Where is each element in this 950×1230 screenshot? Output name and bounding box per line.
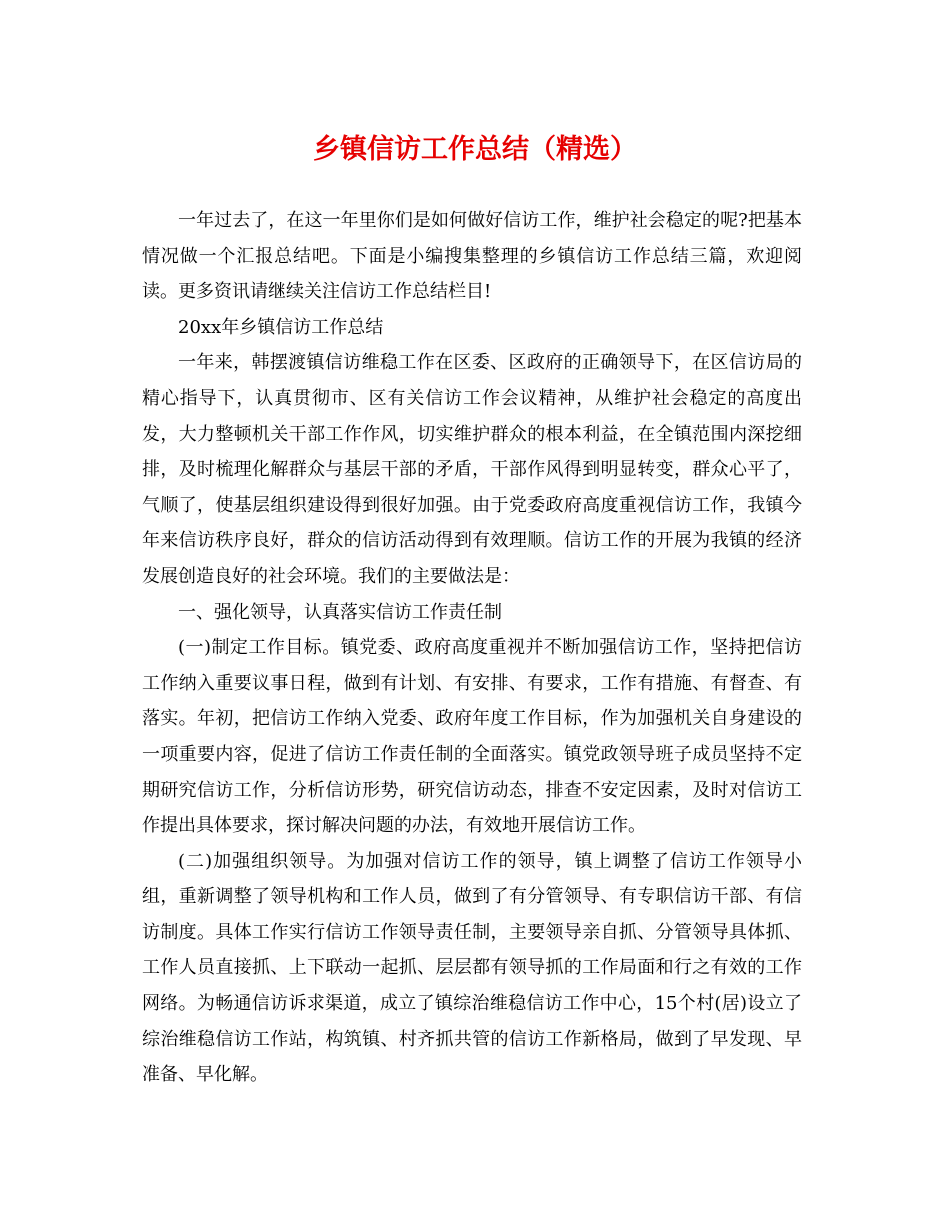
- subsection-heading: 一、强化领导，认真落实信访工作责任制: [178, 601, 502, 623]
- body-paragraph: (二)加强组织领导。为加强对信访工作的领导，镇上调整了信访工作领导小组，重新调整了领导机构和工作人员，做到了有分管领导、有专职信访干部、有信访制度。具体工作实行信访工作领导责任制，主要领导亲自抓、分管领导具体抓、工作人员直接抓、上下联动一起抓、层层都有领导抓的工作局面和行之有效的工作网络。为畅通信访诉求渠道，成立了镇综治维稳信访工作中心，15个村(居)设立了综治维稳信访工作站，构筑镇、村齐抓共管的信访工作新格局，做到了早发现、早准备、早化解。: [142, 850, 802, 1086]
- body-paragraph: (一)制定工作目标。镇党委、政府高度重视并不断加强信访工作，坚持把信访工作纳入重要议事日程，做到有计划、有安排、有要求，工作有措施、有督查、有落实。年初，把信访工作纳入党委、政府年度工作目标，作为加强机关自身建设的一项重要内容，促进了信访工作责任制的全面落实。镇党政领导班子成员坚持不定期研究信访工作，分析信访形势，研究信访动态，排查不安定因素，及时对信访工作提出具体要求，探讨解决问题的办法，有效地开展信访工作。: [142, 637, 802, 837]
- section-heading: 20xx年乡镇信访工作总结: [178, 316, 384, 338]
- document-body: [142, 203, 802, 1093]
- page-title: 乡镇信访工作总结（精选）: [313, 134, 637, 165]
- intro-paragraph: 一年过去了，在这一年里你们是如何做好信访工作，维护社会稳定的呢?把基本情况做一个汇报总结吧。下面是小编搜集整理的乡镇信访工作总结三篇，欢迎阅读。更多资讯请继续关注信访工作总结栏目!: [142, 210, 802, 303]
- body-paragraph: 一年来，韩摆渡镇信访维稳工作在区委、区政府的正确领导下，在区信访局的精心指导下，认真贯彻市、区有关信访工作会议精神，从维护社会稳定的高度出发，大力整顿机关干部工作作风，切实维护群众的根本利益，在全镇范围内深挖细排，及时梳理化解群众与基层干部的矛盾，干部作风得到明显转变，群众心平了，气顺了，使基层组织建设得到很好加强。由于党委政府高度重视信访工作，我镇今年来信访秩序良好，群众的信访活动得到有效理顺。信访工作的开展为我镇的经济发展创造良好的社会环境。我们的主要做法是：: [142, 352, 802, 587]
